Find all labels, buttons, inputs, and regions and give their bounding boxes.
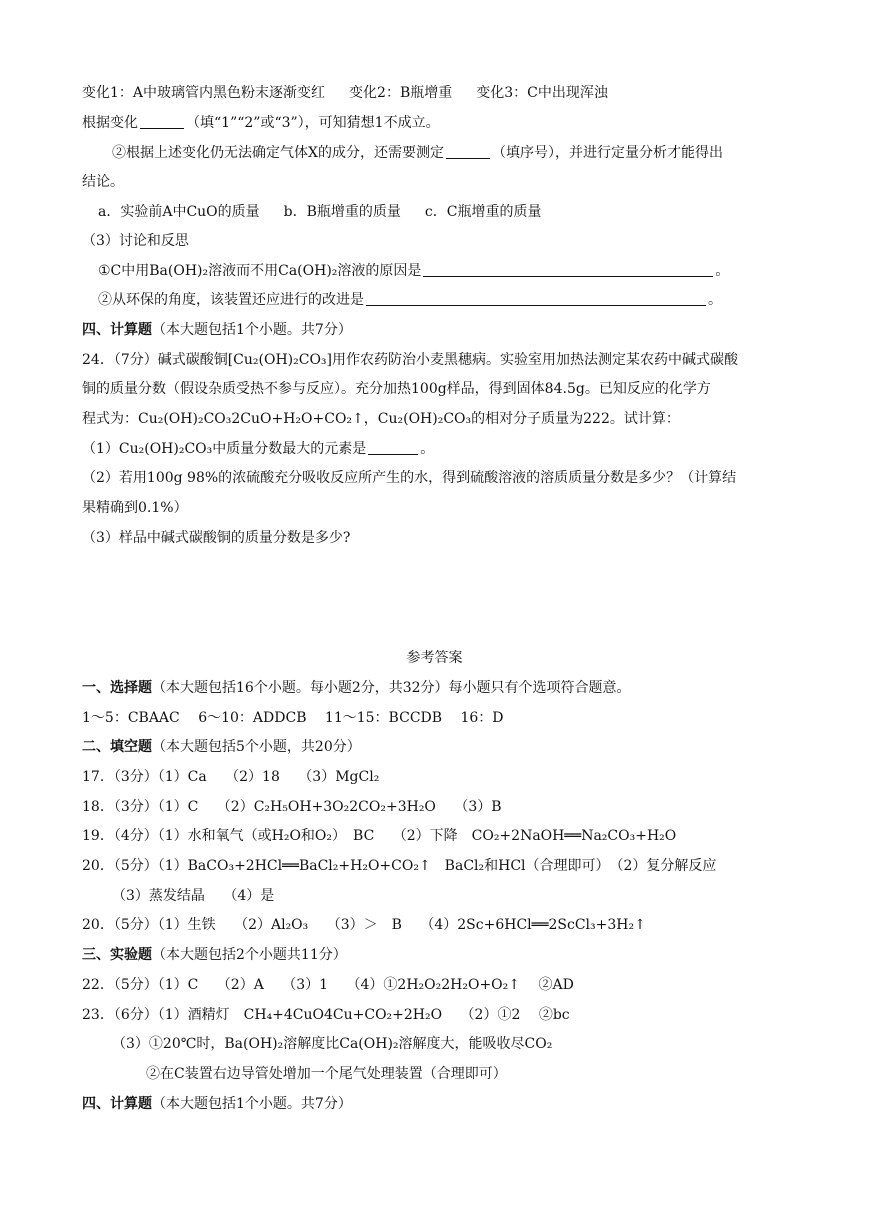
text: 。	[708, 292, 722, 308]
answer-line: 17．（3分）（1）Ca （2）18 （3）MgCl₂	[82, 769, 380, 785]
text: ①C中用Ba(OH)₂溶液而不用Ca(OH)₂溶液的原因是	[98, 263, 422, 279]
answer-blank[interactable]	[423, 262, 713, 277]
section-title: 一、选择题	[82, 680, 152, 696]
answers-title: 参考答案	[406, 650, 463, 666]
change-line	[82, 83, 792, 103]
text: 。	[420, 441, 435, 457]
section-heading	[82, 320, 792, 340]
text-line: 结论。	[82, 174, 124, 190]
change-2: 变化2：B瓶增重	[349, 85, 453, 101]
text-line: 程式为：Cu₂(OH)₂CO₃2CuO+H₂O+CO₂↑，Cu₂(OH)₂CO₃的相对分子质量为222。试计算：	[82, 411, 680, 427]
question-line	[98, 290, 808, 310]
question-line	[112, 143, 822, 163]
section-heading	[82, 737, 792, 757]
answer-line: （3）蒸发结晶 （4）是	[112, 888, 275, 904]
section-note: （本大题包括5个小题，共20分）	[152, 739, 361, 755]
text: ②从环保的角度，该装置还应进行的改进是	[98, 292, 364, 308]
section-note: （本大题包括1个小题。共7分）	[152, 1096, 352, 1112]
answer-line: （3）①20℃时，Ba(OH)₂溶解度比Ca(OH)₂溶解度大，能吸收尽CO₂	[112, 1036, 553, 1052]
text-line: 24．（7分）碱式碳酸铜[Cu₂(OH)₂CO₃]用作农药防治小麦黑穗病。实验室用加热法测定某农药中碱式碳酸	[82, 352, 739, 368]
option-b: b．B瓶增重的质量	[283, 204, 401, 220]
section-heading	[82, 678, 792, 698]
answer-line: 23．（6分）（1）酒精灯 CH₄+4CuO4Cu+CO₂+2H₂O （2）①2 ②bc	[82, 1007, 570, 1023]
answer-line: 20．（5分）（1）BaCO₃+2HCl══BaCl₂+H₂O+CO₂↑ BaCl₂和HCl（合理即可） （2）复分解反应	[82, 858, 717, 874]
text-line: （2）若用100g 98%的浓硫酸充分吸收反应所产生的水，得到硫酸溶液的溶质质量分数是多少？（计算结	[82, 470, 737, 486]
section-title: 二、填空题	[82, 739, 152, 755]
question-line	[82, 113, 792, 133]
answer-blank[interactable]	[446, 144, 490, 159]
option-c: c．C瓶增重的质量	[424, 204, 542, 220]
answer-line: 1～5：CBAAC 6～10：ADDCB 11～15：BCCDB 16：D	[82, 710, 504, 726]
question-line	[82, 439, 792, 459]
text: 根据变化	[82, 115, 138, 131]
text: ②根据上述变化仍无法确定气体X的成分，还需要测定	[112, 145, 444, 161]
section-note: （本大题包括1个小题。共7分）	[152, 322, 352, 338]
answer-line: 18．（3分）（1）C （2）C₂H₅OH+3O₂2CO₂+3H₂O （3）B	[82, 799, 502, 815]
section-note: （本大题包括2个小题共11分）	[152, 947, 347, 963]
change-3: 变化3：C中出现浑浊	[476, 85, 608, 101]
section-heading	[82, 945, 792, 965]
answer-line: 19．（4分）（1）水和氧气（或H₂O和O₂） BC （2）下降 CO₂+2NaOH══Na₂CO₃+H₂O	[82, 828, 677, 844]
text: （填序号），并进行定量分析才能得出	[491, 145, 723, 161]
section-title: 四、计算题	[82, 1096, 152, 1112]
section-heading: （3）讨论和反思	[82, 233, 189, 249]
text-line: （3）样品中碱式碳酸铜的质量分数是多少?	[82, 530, 351, 546]
text: （填“1”“2”或“3”），可知猜想1不成立。	[186, 115, 440, 131]
question-line	[98, 261, 808, 281]
answer-blank[interactable]	[140, 114, 184, 129]
answer-line: 20．（5分）（1）生铁 （2）Al₂O₃ （3）＞ B （4）2Sc+6HCl══2ScCl₃+3H₂↑	[82, 917, 646, 933]
text: （1）Cu₂(OH)₂CO₃中质量分数最大的元素是	[82, 441, 367, 457]
answer-line: 22．（5分）（1）C （2）A （3）1 （4）①2H₂O₂2H₂O+O₂↑ ②AD	[82, 977, 574, 993]
answer-blank[interactable]	[368, 440, 418, 455]
section-note: （本大题包括16个小题。每小题2分，共32分）每小题只有个选项符合题意。	[152, 680, 631, 696]
answer-line: ②在C装置右边导管处增加一个尾气处理装置（合理即可）	[146, 1066, 507, 1082]
section-title: 四、计算题	[82, 322, 152, 338]
text-line: 铜的质量分数（假设杂质受热不参与反应）。充分加热100g样品，得到固体84.5g。已知反应的化学方	[82, 381, 711, 397]
section-title: 三、实验题	[82, 947, 152, 963]
options-line	[98, 202, 808, 222]
change-1: 变化1：A中玻璃管内黑色粉末逐渐变红	[82, 85, 326, 101]
text: 。	[715, 263, 730, 279]
text-line: 果精确到0.1%）	[82, 500, 188, 516]
answer-blank[interactable]	[366, 291, 706, 306]
option-a: a．实验前A中CuO的质量	[98, 204, 260, 220]
section-heading	[82, 1094, 792, 1114]
